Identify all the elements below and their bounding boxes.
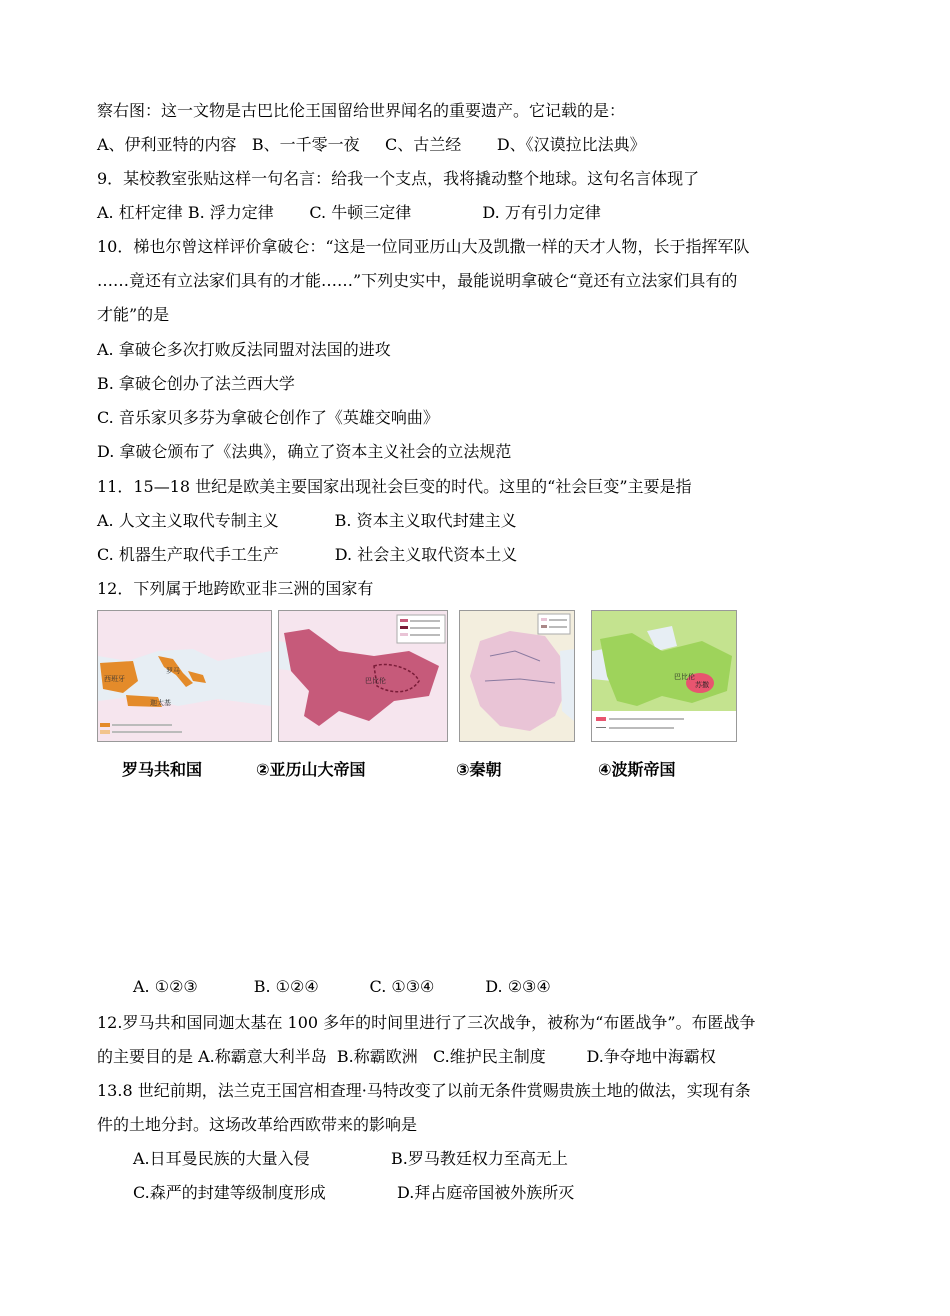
text-line: 12.罗马共和国同迦太基在 100 多年的时间里进行了三次战争，被称为“布匿战争”。布匿战争 xyxy=(97,1013,756,1032)
text-line: A.日耳曼民族的大量入侵 B.罗马教廷权力至高无上 xyxy=(133,1149,568,1168)
map-caption: 罗马共和国 xyxy=(122,760,203,779)
text-line: B. 拿破仑创办了法兰西大学 xyxy=(97,374,295,393)
text-line: C. 机器生产取代手工生产 D. 社会主义取代资本土义 xyxy=(97,545,518,564)
text-line: 件的土地分封。这场改革给西欧带来的影响是 xyxy=(97,1115,418,1134)
text-line: ……竟还有立法家们具有的才能……”下列史实中，最能说明拿破仑“竟还有立法家们具有的 xyxy=(97,271,738,290)
map-persian-empire xyxy=(591,610,737,742)
map-label: 苏撒 xyxy=(695,681,709,689)
text-line: 察右图：这一文物是古巴比伦王国留给世界闻名的重要遗产。它记载的是： xyxy=(97,101,626,120)
text-line: C. 音乐家贝多芬为拿破仑创作了《英雄交响曲》 xyxy=(97,408,439,427)
map-caption: ③秦朝 xyxy=(456,760,502,779)
text-line: A. 拿破仑多次打败反法同盟对法国的进攻 xyxy=(97,340,391,359)
map-qin-dynasty xyxy=(459,610,575,742)
text-line: 的主要目的是 A.称霸意大利半岛 B.称霸欧洲 C.维护民主制度 D.争夺地中海霸权 xyxy=(97,1047,716,1066)
text-line: A. 杠杆定律 B. 浮力定律 C. 牛顿三定律 D. 万有引力定律 xyxy=(97,203,601,222)
text-line: 12．下列属于地跨欧亚非三洲的国家有 xyxy=(97,579,374,598)
map-alexander-empire xyxy=(278,610,448,742)
map-label: 西班牙 xyxy=(104,675,125,683)
map-caption: ④波斯帝国 xyxy=(598,760,676,779)
text-line: 11．15—18 世纪是欧美主要国家出现社会巨变的时代。这里的“社会巨变”主要是指 xyxy=(97,477,692,496)
text-line: 才能”的是 xyxy=(97,305,170,324)
map-roman-republic xyxy=(97,610,272,742)
map-label: 罗马 xyxy=(166,667,180,675)
text-line: D. 拿破仑颁布了《法典》，确立了资本主义社会的立法规范 xyxy=(97,442,512,461)
text-line: A. 人文主义取代专制主义 B. 资本主义取代封建主义 xyxy=(97,511,517,530)
map-label: 巴比伦 xyxy=(674,673,695,681)
text-line: C.森严的封建等级制度形成 D.拜占庭帝国被外族所灭 xyxy=(133,1183,575,1202)
map-label: 迦太基 xyxy=(150,699,171,707)
text-line: 10．梯也尔曾这样评价拿破仑：“这是一位同亚历山大及凯撒一样的天才人物，长于指挥军队 xyxy=(97,237,750,256)
text-line: A. ①②③ B. ①②④ C. ①③④ D. ②③④ xyxy=(133,977,551,996)
map-label: 巴比伦 xyxy=(365,677,386,685)
map-caption: ②亚历山大帝国 xyxy=(256,760,366,779)
text-line: 9．某校教室张贴这样一句名言：给我一个支点，我将撬动整个地球。这句名言体现了 xyxy=(97,169,700,188)
text-line: 13.8 世纪前期，法兰克王国宫相查理·马特改变了以前无条件赏赐贵族土地的做法，实现有条 xyxy=(97,1081,751,1100)
text-line: A、伊利亚特的内容 B、一千零一夜 C、古兰经 D、《汉谟拉比法典》 xyxy=(97,135,646,154)
